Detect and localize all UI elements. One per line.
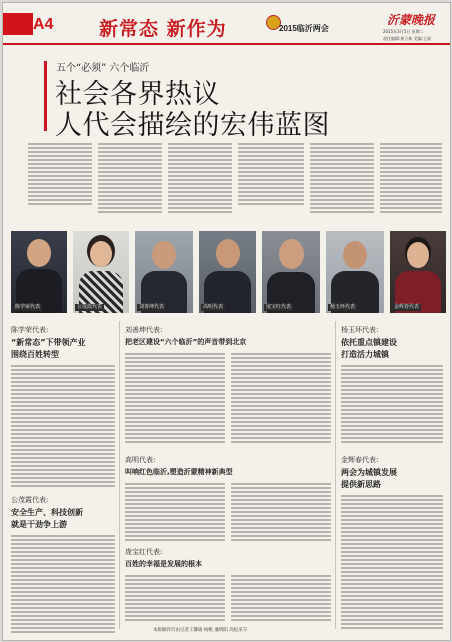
story7-body <box>341 495 443 631</box>
story2-body-col1 <box>125 353 225 445</box>
portrait-1 <box>11 231 67 313</box>
portrait-caption-5: 庞宝红代表 <box>266 304 292 310</box>
story4-body-col2 <box>231 483 331 541</box>
intro-text-col5 <box>310 143 374 215</box>
intro-text-col6 <box>380 143 442 215</box>
story6-name: 庞宝红代表: <box>125 548 163 556</box>
column-divider-right <box>335 321 336 629</box>
headline-line1: 社会各界热议 <box>55 79 220 110</box>
intro-text-col1 <box>28 143 92 205</box>
story7-name: 金辉春代表: <box>341 456 379 464</box>
portrait-5 <box>262 231 320 313</box>
header-rule <box>3 43 450 45</box>
portrait-3 <box>135 231 193 313</box>
newspaper-page <box>2 2 451 641</box>
story7-title-line1: 两会为城镇发展 <box>341 468 397 477</box>
portrait-caption-1: 陈学荣代表 <box>15 304 41 310</box>
story1-name: 陈学荣代表: <box>11 326 49 334</box>
intro-text-col3 <box>168 143 232 215</box>
story4-body-col1 <box>125 483 225 541</box>
story5-title-line2: 就是干劲争上游 <box>11 520 67 529</box>
portrait-6 <box>326 231 384 313</box>
story7-title-line2: 提供新思路 <box>341 480 381 489</box>
portrait-caption-4: 高明代表 <box>203 304 224 310</box>
story3-body <box>341 365 443 445</box>
page-label-tab <box>3 13 33 35</box>
column-divider-left <box>119 321 120 629</box>
headline-line2: 人代会描绘的宏伟蓝图 <box>55 110 330 141</box>
story4-name: 高明代表: <box>125 456 156 464</box>
page-label: A4 <box>33 16 54 33</box>
paper-name: 沂蒙晚报 <box>387 13 436 27</box>
story5-name: 公茂霞代表: <box>11 496 49 504</box>
date-line: 2015年3月5日 星期二 <box>383 29 424 34</box>
story3-title-line1: 依托重点镇建设 <box>341 338 397 347</box>
footer-credit: 本版稿件均由记者王馨瑜 杨帆 潘明阳 高松采写 <box>153 628 248 633</box>
story1-title-line2: 围绕百姓转型 <box>11 350 59 359</box>
story5-title-line1: 安全生产、科技创新 <box>11 508 83 517</box>
portrait-caption-7: 金辉春代表 <box>394 304 420 310</box>
portrait-2 <box>73 231 129 313</box>
story6-body-col2 <box>231 575 331 621</box>
story5-body <box>11 535 115 633</box>
intro-text-col4 <box>238 143 304 205</box>
portrait-caption-3: 刘善坤代表 <box>139 304 165 310</box>
story3-title-line2: 打造活力城镇 <box>341 350 389 359</box>
story1-body <box>11 365 115 487</box>
story2-title: 把老区建设“六个临沂”的声音带到北京 <box>125 338 247 346</box>
portrait-4 <box>199 231 256 313</box>
portrait-caption-6: 杨玉环代表 <box>330 304 356 310</box>
intro-text-col2 <box>98 143 162 215</box>
story1-title-line1: “新常态”下带领产业 <box>11 338 86 347</box>
banner-title: 新常态 新作为 <box>99 18 227 40</box>
portrait-caption-2: 公茂霞代表 <box>77 304 103 310</box>
story2-name: 刘善坤代表: <box>125 326 163 334</box>
story6-body-col1 <box>125 575 225 621</box>
headline-red-bar <box>44 61 47 131</box>
portrait-7 <box>390 231 446 313</box>
section-label: 2015临沂两会 <box>279 24 329 33</box>
story4-title: 叫响红色临沂,塑造沂蒙精神新典型 <box>125 468 233 476</box>
story3-name: 杨玉环代表: <box>341 326 379 334</box>
story6-title: 百姓的幸福是发展的根本 <box>125 560 202 568</box>
story2-body-col2 <box>231 353 331 445</box>
headline-kicker: 五个“必须” 六个临沂 <box>56 63 150 74</box>
editor-line: 责任编辑:崔立新 美编:王丽 <box>383 36 431 41</box>
